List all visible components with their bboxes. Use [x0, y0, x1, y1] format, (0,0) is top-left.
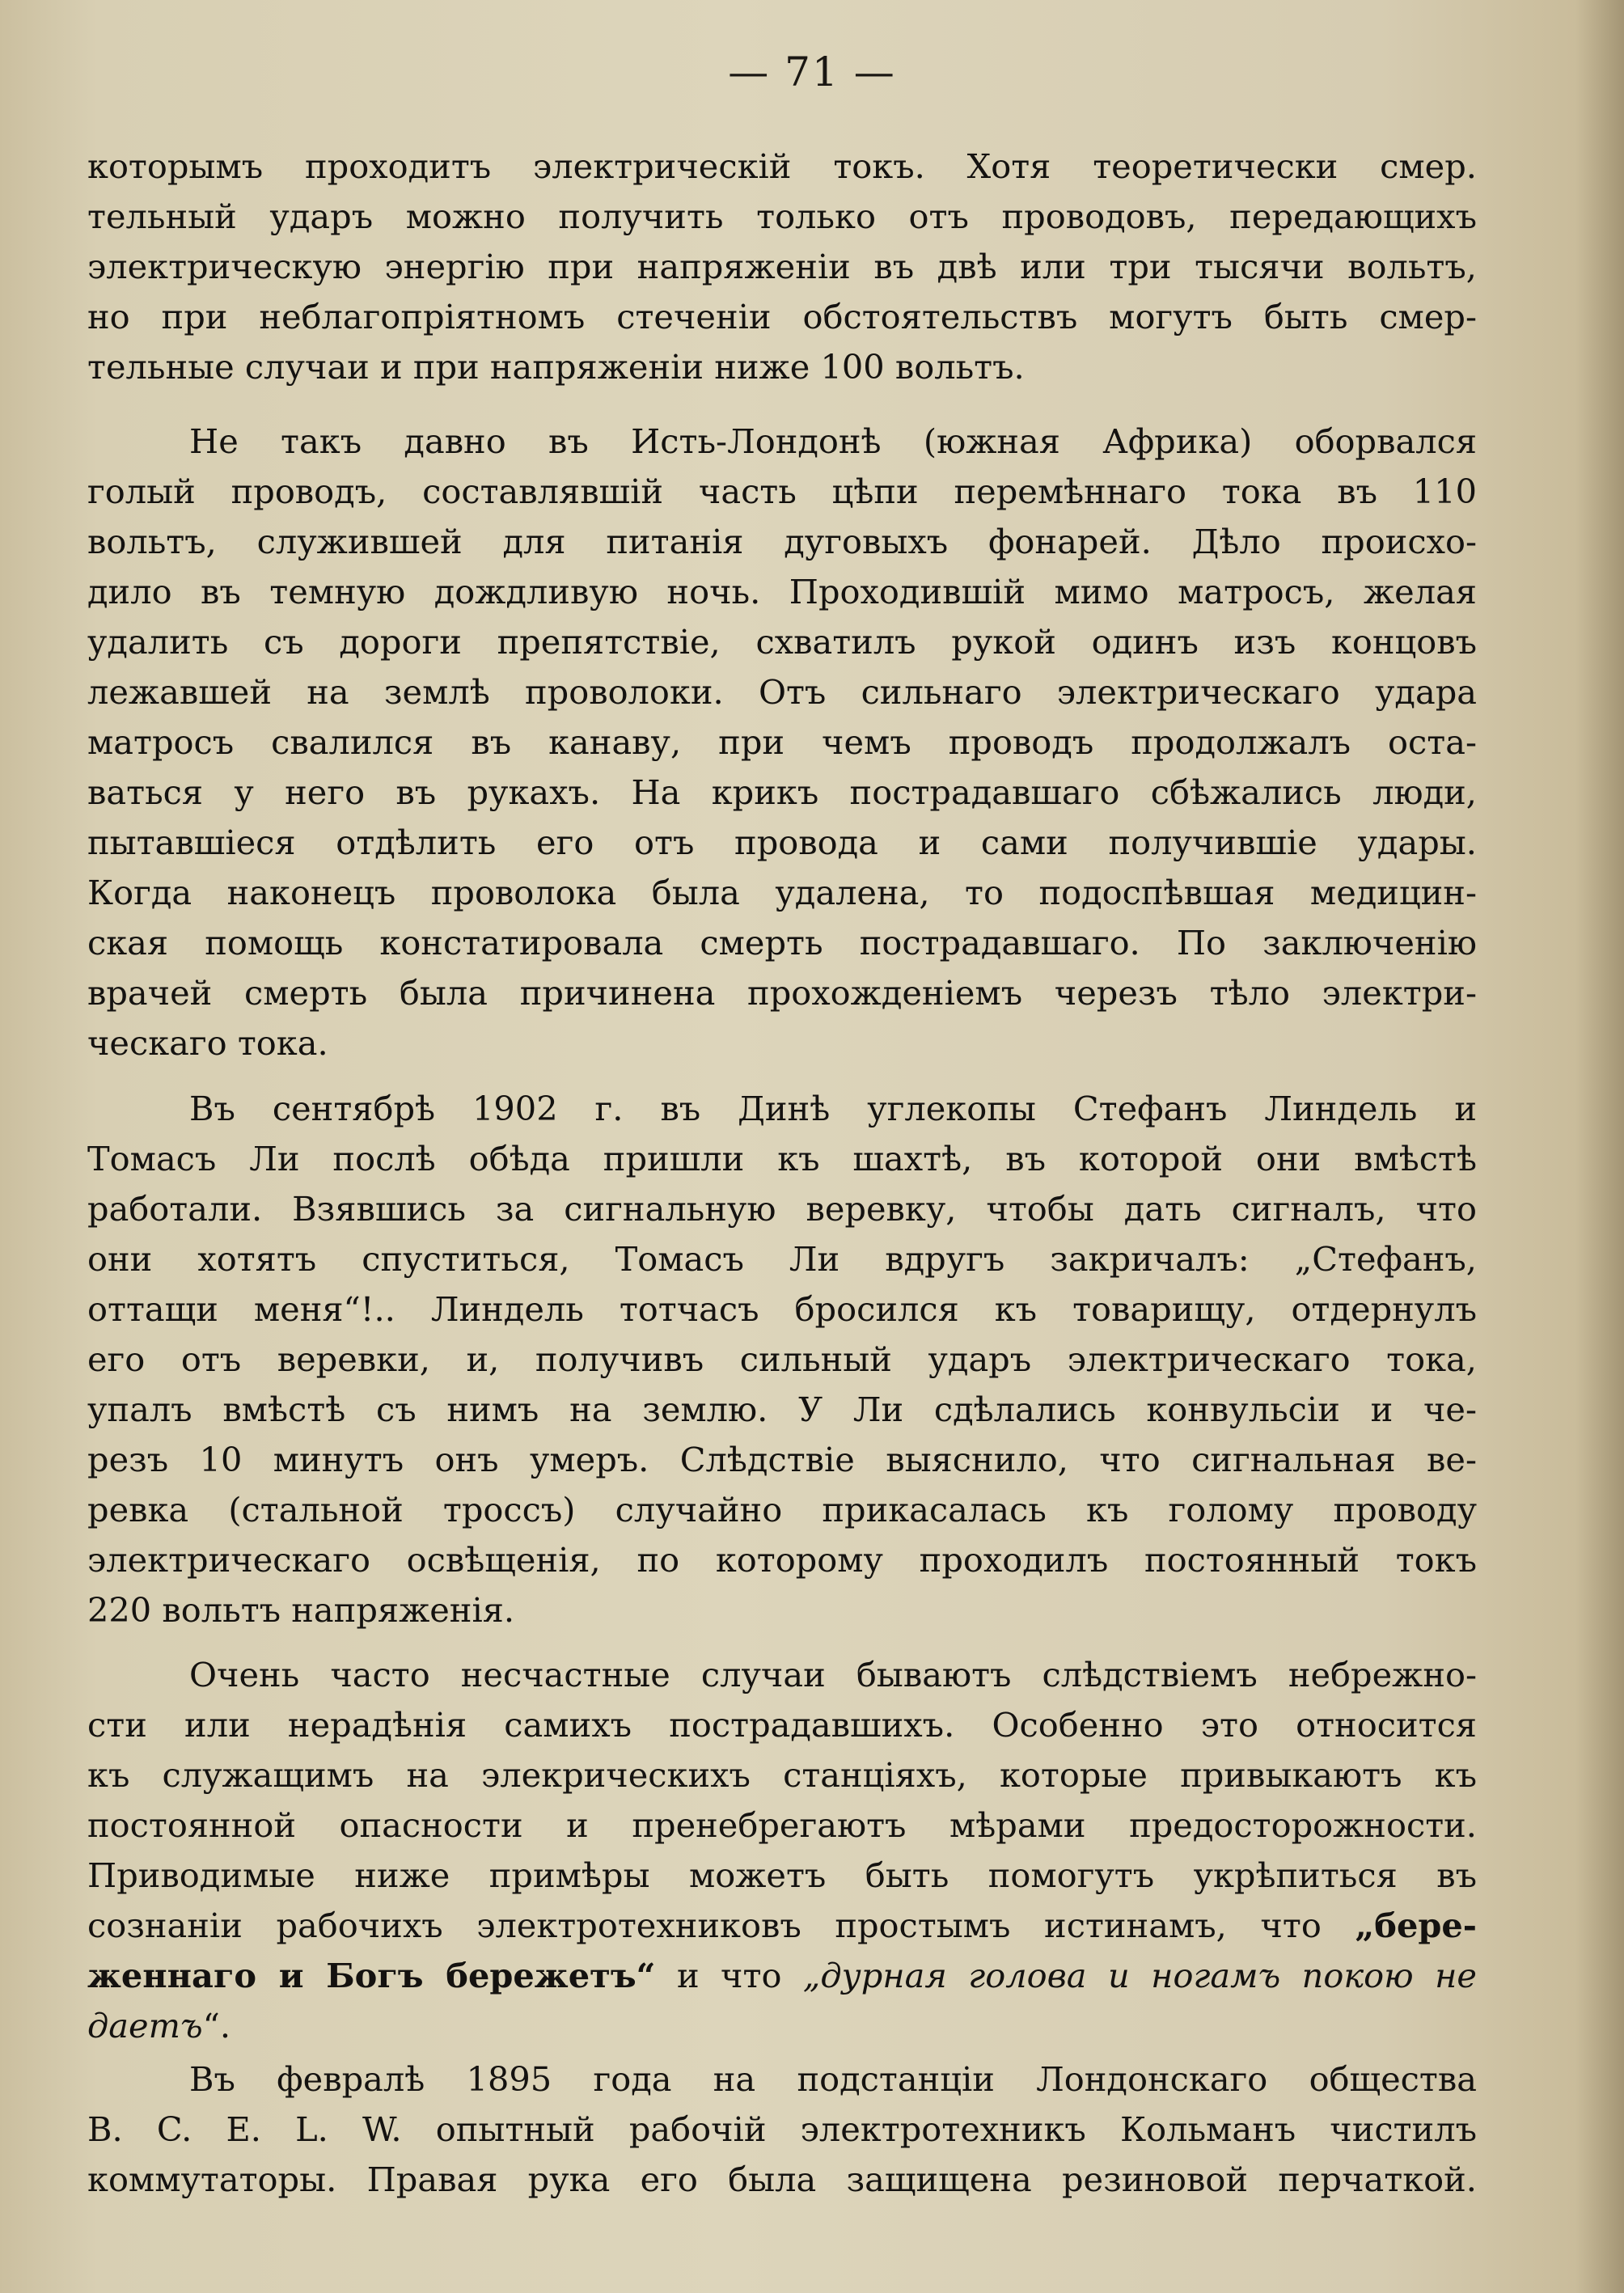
text-line: голый проводъ, составлявшій часть цѣпи перемѣннаго тока въ 110	[87, 472, 1477, 511]
text-line: Очень часто несчастные случаи бываютъ слѣдствіемъ небрежно-	[189, 1655, 1477, 1694]
page-number: — 71 —	[728, 49, 896, 95]
text-line: матросъ свалился въ канаву, при чемъ проводъ продолжалъ оста-	[87, 722, 1477, 762]
text-line	[87, 1951, 1477, 2001]
text-line: Когда наконецъ проволока была удалена, то подоспѣвшая медицин-	[87, 873, 1477, 912]
text-line: Приводимые ниже примѣры можетъ быть помогутъ укрѣпиться въ	[87, 1855, 1477, 1895]
text-line: Въ февралѣ 1895 года на подстанціи Лондонскаго общества	[189, 2059, 1477, 2099]
text-line: Въ сентябрѣ 1902 г. въ Динѣ углекопы Стефанъ Линдель и	[189, 1089, 1477, 1128]
text-line: ваться у него въ рукахъ. На крикъ пострадавшаго сбѣжались люди,	[87, 772, 1477, 812]
paragraph-3	[87, 1084, 1477, 1635]
text-run: сознаніи рабочихъ электротехниковъ простымъ истинамъ, что	[87, 1906, 1355, 1945]
text-line: упалъ вмѣстѣ съ нимъ на землю. У Ли сдѣлались конвульсіи и че-	[87, 1390, 1477, 1429]
text-line: коммутаторы. Правая рука его была защищена резиновой перчаткой.	[87, 2160, 1477, 2199]
text-line: ревка (стальной троссъ) случайно прикасалась къ голому проводу	[87, 1490, 1477, 1529]
text-line: тельные случаи и при напряженіи ниже 100 вольтъ.	[87, 347, 1025, 387]
text-line: пытавшіеся отдѣлить его отъ провода и сами получившіе удары.	[87, 823, 1477, 862]
paragraph-2	[87, 417, 1477, 1068]
text-line: электрическаго освѣщенія, по которому проходилъ постоянный токъ	[87, 1540, 1477, 1580]
text-line: удалить съ дороги препятствіе, схватилъ рукой одинъ изъ концовъ	[87, 622, 1477, 662]
emphasis-bold: „бере-	[1355, 1906, 1477, 1945]
text-line: тельный ударъ можно получить только отъ проводовъ, передающихъ	[87, 197, 1477, 236]
text-line: резъ 10 минутъ онъ умеръ. Слѣдствіе выяснило, что сигнальная ве-	[87, 1440, 1477, 1479]
text-line: дило въ темную дождливую ночь. Проходившій мимо матросъ, желая	[87, 572, 1477, 611]
paragraph-4	[87, 1650, 1477, 2051]
text-line: работали. Взявшись за сигнальную веревку, чтобы дать сигналъ, что	[87, 1189, 1477, 1229]
text-line	[87, 2001, 1477, 2051]
text-line: постоянной опасности и пренебрегаютъ мѣрами предосторожности.	[87, 1805, 1477, 1845]
text-run: и что	[655, 1956, 803, 1995]
text-line: вольтъ, служившей для питанія дуговыхъ фонарей. Дѣло происхо-	[87, 522, 1477, 561]
text-line: ская помощь констатировала смерть пострадавшаго. По заключенію	[87, 923, 1477, 962]
text-line: лежавшей на землѣ проволоки. Отъ сильнаго электрическаго удара	[87, 672, 1477, 712]
text-line: оттащи меня“!.. Линдель тотчасъ бросился къ товарищу, отдернулъ	[87, 1289, 1477, 1329]
text-line: Не такъ давно въ Исть-Лондонѣ (южная Африка) оборвался	[189, 421, 1477, 461]
text-line: электрическую энергію при напряженіи въ двѣ или три тысячи вольтъ,	[87, 247, 1477, 286]
text-run: “.	[202, 2006, 231, 2046]
text-line: его отъ веревки, и, получивъ сильный ударъ электрическаго тока,	[87, 1339, 1477, 1379]
text-line	[87, 1901, 1477, 1951]
text-line: къ служащимъ на элекрическихъ станціяхъ, которые привыкаютъ къ	[87, 1755, 1477, 1795]
emphasis-italic: „дурная голова и ногамъ покою не	[802, 1956, 1477, 1995]
text-line: ческаго тока.	[87, 1023, 328, 1063]
text-line: но при неблагопріятномъ стеченіи обстоятельствъ могутъ быть смер-	[87, 297, 1477, 336]
text-line: Томасъ Ли послѣ обѣда пришли къ шахтѣ, въ которой они вмѣстѣ	[87, 1139, 1477, 1178]
text-line: врачей смерть была причинена прохожденіемъ черезъ тѣло электри-	[87, 973, 1477, 1013]
emphasis-bold: женнаго и Богъ бережетъ“	[87, 1956, 656, 1995]
text-line: которымъ проходитъ электрическій токъ. Хотя теоретически смер.	[87, 146, 1477, 186]
paragraph-5	[87, 2054, 1477, 2205]
text-line: 220 вольтъ напряженія.	[87, 1590, 515, 1630]
text-line: сти или нерадѣнія самихъ пострадавшихъ. Особенно это относится	[87, 1705, 1477, 1745]
paragraph-1	[87, 142, 1477, 392]
text-line: они хотятъ спуститься, Томасъ Ли вдругъ закричалъ: „Стефанъ,	[87, 1239, 1477, 1279]
text-line: B. C. E. L. W. опытный рабочій электротехникъ Кольманъ чистилъ	[87, 2109, 1477, 2149]
emphasis-italic: даетъ	[87, 2006, 203, 2046]
